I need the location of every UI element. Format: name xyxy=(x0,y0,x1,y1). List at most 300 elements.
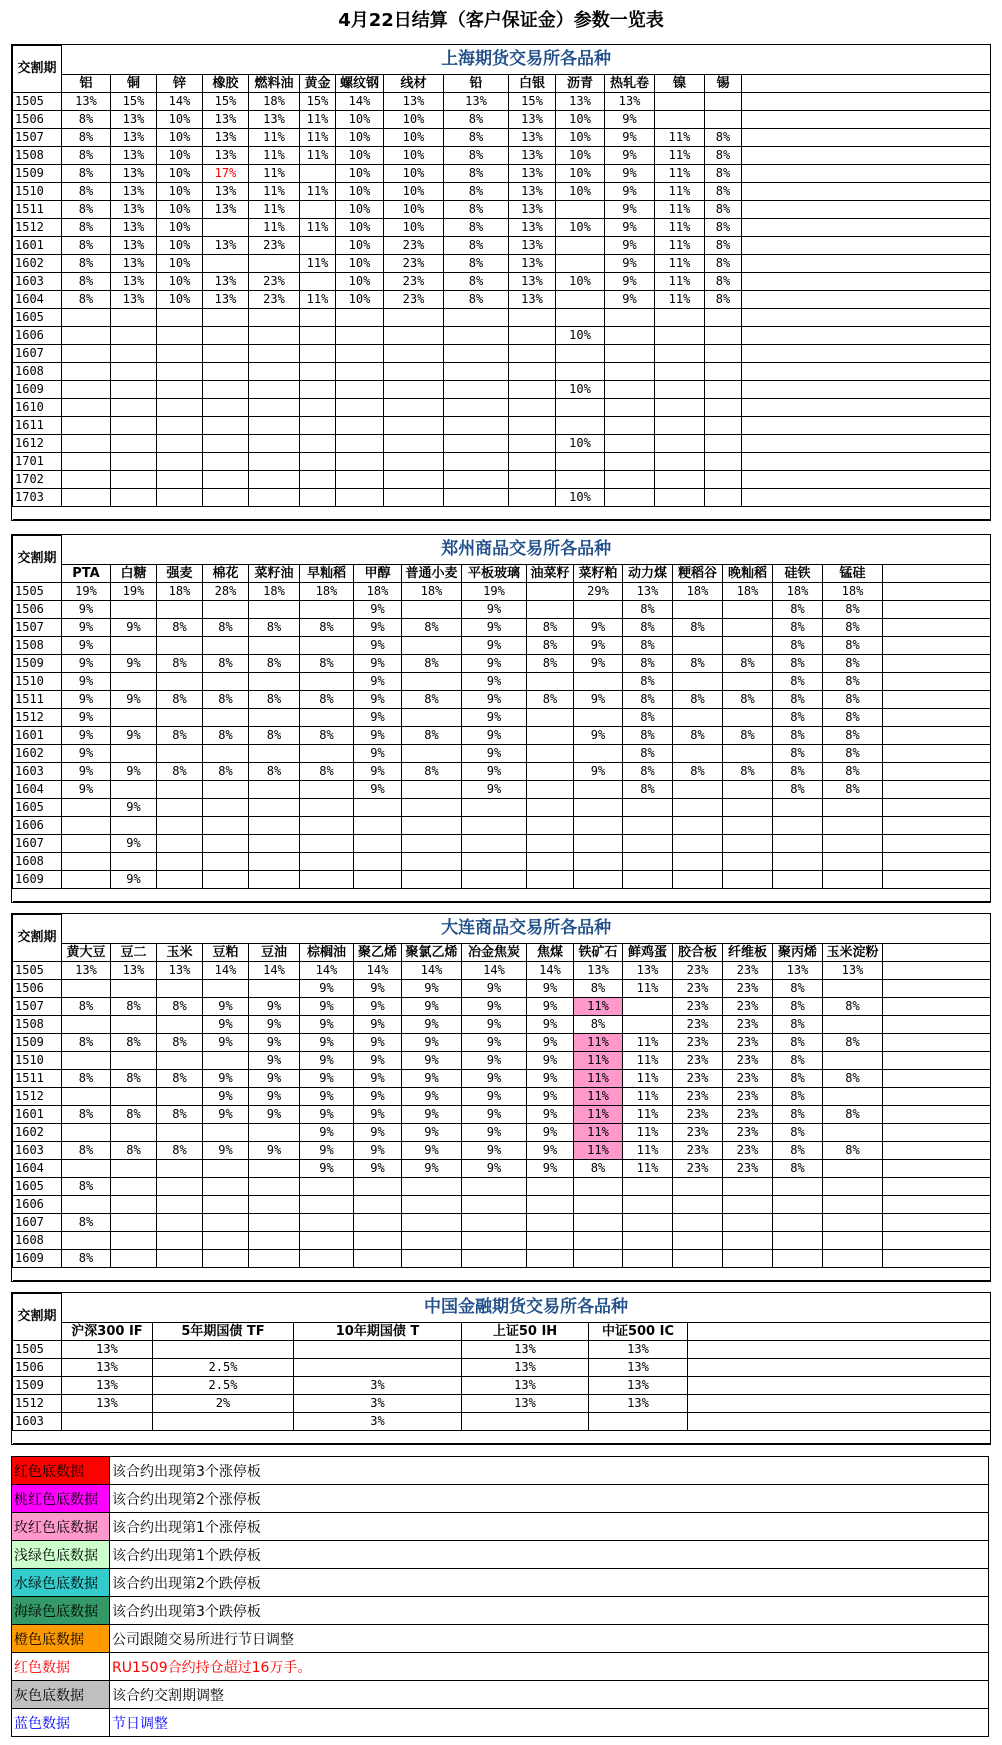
legend-row xyxy=(12,1625,989,1653)
margin-cell xyxy=(157,744,203,762)
empty-cell xyxy=(688,1376,991,1394)
margin-cell: 11% xyxy=(300,110,336,128)
margin-cell: 8% xyxy=(62,290,111,308)
legend-description: 节日调整 xyxy=(110,1709,989,1737)
margin-cell xyxy=(300,1249,354,1267)
margin-cell: 9% xyxy=(111,726,157,744)
margin-cell: 9% xyxy=(62,618,111,636)
margin-cell xyxy=(823,1051,883,1069)
legend-row xyxy=(12,1597,989,1625)
margin-cell: 8% xyxy=(705,128,742,146)
margin-cell: 9% xyxy=(62,744,111,762)
margin-cell xyxy=(556,254,605,272)
margin-cell: 13% xyxy=(623,582,673,600)
table-row xyxy=(13,1394,991,1412)
product-header: 沥青 xyxy=(556,74,605,92)
margin-cell: 9% xyxy=(605,164,655,182)
margin-cell: 8% xyxy=(823,1141,883,1159)
margin-cell: 9% xyxy=(605,272,655,290)
margin-cell xyxy=(111,744,157,762)
empty-cell xyxy=(883,852,991,870)
margin-cell: 8% xyxy=(527,654,574,672)
margin-cell xyxy=(705,398,742,416)
table-row xyxy=(13,600,991,618)
table-row xyxy=(13,672,991,690)
margin-cell xyxy=(294,1358,462,1376)
empty-cell xyxy=(883,636,991,654)
margin-cell: 8% xyxy=(623,600,673,618)
margin-cell: 14% xyxy=(527,961,574,979)
margin-cell xyxy=(203,470,249,488)
margin-cell: 13% xyxy=(509,146,556,164)
empty-cell xyxy=(883,1069,991,1087)
margin-cell xyxy=(773,1231,823,1249)
margin-cell: 18% xyxy=(249,92,300,110)
contract-month: 1603 xyxy=(13,1141,62,1159)
margin-cell xyxy=(157,398,203,416)
margin-cell: 8% xyxy=(300,654,354,672)
margin-cell xyxy=(111,1177,157,1195)
margin-cell xyxy=(203,1051,249,1069)
margin-cell: 9% xyxy=(249,1087,300,1105)
legend-description: 该合约出现第3个涨停板 xyxy=(110,1457,989,1485)
margin-cell: 14% xyxy=(249,961,300,979)
margin-cell: 9% xyxy=(402,1015,462,1033)
margin-cell: 9% xyxy=(354,1033,402,1051)
margin-cell xyxy=(673,780,723,798)
margin-cell xyxy=(509,434,556,452)
margin-cell: 8% xyxy=(823,654,883,672)
margin-cell xyxy=(203,979,249,997)
margin-cell: 13% xyxy=(462,1376,589,1394)
table-row xyxy=(13,398,991,416)
margin-cell: 8% xyxy=(62,1249,111,1267)
margin-cell: 15% xyxy=(300,92,336,110)
margin-cell: 9% xyxy=(62,654,111,672)
margin-cell xyxy=(823,1195,883,1213)
contract-month: 1510 xyxy=(13,1051,62,1069)
exchange-title: 郑州商品交易所各品种 xyxy=(62,536,991,565)
product-header: 铜 xyxy=(111,74,157,92)
margin-cell xyxy=(705,344,742,362)
margin-cell: 9% xyxy=(574,654,623,672)
margin-cell xyxy=(157,380,203,398)
margin-cell xyxy=(444,452,509,470)
legend-color-label: 蓝色数据 xyxy=(12,1709,110,1737)
margin-cell: 9% xyxy=(354,600,402,618)
margin-cell: 13% xyxy=(444,92,509,110)
margin-cell: 8% xyxy=(444,128,509,146)
margin-cell: 9% xyxy=(574,636,623,654)
margin-cell xyxy=(402,1231,462,1249)
margin-cell xyxy=(655,434,705,452)
margin-cell: 11% xyxy=(623,1105,673,1123)
contract-month: 1605 xyxy=(13,1177,62,1195)
margin-cell xyxy=(157,852,203,870)
margin-cell: 13% xyxy=(203,290,249,308)
section-spacer xyxy=(13,1267,991,1280)
product-header: 平板玻璃 xyxy=(462,564,527,582)
margin-cell: 8% xyxy=(623,618,673,636)
empty-cell xyxy=(742,488,991,506)
empty-cell xyxy=(883,1231,991,1249)
margin-cell xyxy=(527,1177,574,1195)
margin-cell xyxy=(157,1087,203,1105)
margin-cell xyxy=(673,672,723,690)
margin-cell: 9% xyxy=(462,726,527,744)
margin-cell xyxy=(673,870,723,888)
margin-cell: 13% xyxy=(111,254,157,272)
exchange-section xyxy=(11,1292,991,1445)
product-header: 聚丙烯 xyxy=(773,943,823,961)
margin-cell xyxy=(336,470,384,488)
margin-cell xyxy=(574,1177,623,1195)
margin-cell xyxy=(111,1159,157,1177)
table-row xyxy=(13,1231,991,1249)
product-header: 锡 xyxy=(705,74,742,92)
contract-month: 1508 xyxy=(13,146,62,164)
margin-cell xyxy=(300,434,336,452)
margin-cell: 23% xyxy=(384,272,444,290)
margin-cell: 8% xyxy=(444,218,509,236)
margin-cell: 9% xyxy=(527,1033,574,1051)
legend-color-label: 桃红色底数据 xyxy=(12,1485,110,1513)
margin-cell xyxy=(673,744,723,762)
margin-cell xyxy=(574,798,623,816)
contract-month: 1612 xyxy=(13,434,62,452)
margin-cell xyxy=(823,834,883,852)
empty-cell xyxy=(742,128,991,146)
margin-cell: 13% xyxy=(509,218,556,236)
margin-cell: 9% xyxy=(462,762,527,780)
product-header: 白银 xyxy=(509,74,556,92)
margin-cell: 8% xyxy=(705,200,742,218)
margin-cell xyxy=(402,780,462,798)
margin-cell: 8% xyxy=(111,1141,157,1159)
empty-cell xyxy=(883,870,991,888)
margin-cell xyxy=(655,416,705,434)
margin-cell xyxy=(300,816,354,834)
margin-cell xyxy=(673,1177,723,1195)
margin-cell: 10% xyxy=(157,236,203,254)
margin-cell: 8% xyxy=(773,1105,823,1123)
product-header: 强麦 xyxy=(157,564,203,582)
margin-cell xyxy=(249,1177,300,1195)
legend-row xyxy=(12,1541,989,1569)
margin-cell: 8% xyxy=(249,654,300,672)
margin-cell xyxy=(62,852,111,870)
margin-cell: 9% xyxy=(354,636,402,654)
margin-cell: 8% xyxy=(444,200,509,218)
margin-cell: 9% xyxy=(462,1159,527,1177)
empty-cell xyxy=(883,997,991,1015)
empty-cell xyxy=(883,762,991,780)
margin-cell: 11% xyxy=(574,1141,623,1159)
margin-cell: 9% xyxy=(111,870,157,888)
legend-color-label: 灰色底数据 xyxy=(12,1681,110,1709)
margin-cell: 8% xyxy=(773,1015,823,1033)
margin-cell: 11% xyxy=(300,290,336,308)
margin-cell xyxy=(111,380,157,398)
margin-cell xyxy=(300,852,354,870)
margin-cell xyxy=(249,452,300,470)
margin-cell xyxy=(527,852,574,870)
margin-cell: 13% xyxy=(509,290,556,308)
margin-cell: 9% xyxy=(354,1015,402,1033)
table-row xyxy=(13,1087,991,1105)
margin-cell: 23% xyxy=(673,961,723,979)
margin-cell: 9% xyxy=(527,1141,574,1159)
margin-cell: 10% xyxy=(384,182,444,200)
empty-cell xyxy=(742,110,991,128)
margin-cell xyxy=(605,344,655,362)
margin-cell xyxy=(111,1087,157,1105)
margin-cell xyxy=(300,834,354,852)
margin-cell: 8% xyxy=(444,236,509,254)
margin-cell: 9% xyxy=(354,618,402,636)
margin-cell xyxy=(354,834,402,852)
margin-cell: 8% xyxy=(249,690,300,708)
margin-cell: 8% xyxy=(300,618,354,636)
margin-cell xyxy=(823,1213,883,1231)
margin-cell: 23% xyxy=(673,1141,723,1159)
contract-month: 1507 xyxy=(13,128,62,146)
table-row xyxy=(13,128,991,146)
margin-cell: 11% xyxy=(623,1159,673,1177)
margin-cell xyxy=(111,470,157,488)
margin-cell xyxy=(111,434,157,452)
margin-cell: 13% xyxy=(111,110,157,128)
legend-description: 该合约出现第2个涨停板 xyxy=(110,1485,989,1513)
margin-cell: 9% xyxy=(300,1015,354,1033)
table-row xyxy=(13,308,991,326)
margin-cell xyxy=(623,1249,673,1267)
margin-cell: 8% xyxy=(444,290,509,308)
margin-cell: 13% xyxy=(509,200,556,218)
margin-cell: 8% xyxy=(62,254,111,272)
contract-month: 1604 xyxy=(13,290,62,308)
margin-cell: 9% xyxy=(462,997,527,1015)
margin-cell: 11% xyxy=(574,1123,623,1141)
contract-month: 1601 xyxy=(13,1105,62,1123)
empty-cell xyxy=(883,672,991,690)
margin-cell: 8% xyxy=(157,690,203,708)
margin-cell xyxy=(153,1340,294,1358)
margin-cell: 8% xyxy=(62,200,111,218)
legend-description: RU1509合约持仓超过16万手。 xyxy=(110,1653,989,1681)
margin-cell xyxy=(157,816,203,834)
margin-cell xyxy=(556,236,605,254)
empty-cell xyxy=(742,362,991,380)
margin-cell: 8% xyxy=(157,654,203,672)
margin-cell xyxy=(300,636,354,654)
table-row xyxy=(13,218,991,236)
table-row xyxy=(13,272,991,290)
margin-cell xyxy=(705,380,742,398)
margin-cell: 23% xyxy=(384,236,444,254)
margin-cell xyxy=(527,1231,574,1249)
margin-cell: 8% xyxy=(673,726,723,744)
table-row xyxy=(13,979,991,997)
margin-cell xyxy=(336,326,384,344)
margin-cell xyxy=(773,816,823,834)
margin-cell xyxy=(384,434,444,452)
margin-cell xyxy=(723,1249,773,1267)
margin-cell xyxy=(354,1231,402,1249)
margin-cell xyxy=(300,744,354,762)
margin-cell: 9% xyxy=(402,1141,462,1159)
margin-cell xyxy=(203,254,249,272)
margin-cell: 9% xyxy=(354,762,402,780)
margin-cell xyxy=(723,816,773,834)
margin-cell: 8% xyxy=(705,272,742,290)
product-header: 棉花 xyxy=(203,564,249,582)
margin-cell: 8% xyxy=(203,762,249,780)
margin-cell xyxy=(623,798,673,816)
margin-cell xyxy=(203,308,249,326)
margin-cell xyxy=(705,308,742,326)
margin-cell: 9% xyxy=(62,762,111,780)
margin-cell xyxy=(723,870,773,888)
margin-cell xyxy=(111,1231,157,1249)
table-row xyxy=(13,708,991,726)
margin-cell: 23% xyxy=(723,1033,773,1051)
margin-cell xyxy=(157,1231,203,1249)
margin-table xyxy=(12,914,991,1281)
margin-cell: 9% xyxy=(402,1123,462,1141)
margin-cell xyxy=(402,1177,462,1195)
margin-cell xyxy=(157,1051,203,1069)
margin-cell: 8% xyxy=(623,672,673,690)
product-header: 棕榈油 xyxy=(300,943,354,961)
margin-cell: 8% xyxy=(705,146,742,164)
margin-cell: 10% xyxy=(556,218,605,236)
margin-cell xyxy=(300,326,336,344)
margin-cell: 13% xyxy=(111,146,157,164)
margin-cell: 10% xyxy=(157,290,203,308)
empty-cell xyxy=(883,961,991,979)
margin-cell xyxy=(354,870,402,888)
contract-month: 1603 xyxy=(13,272,62,290)
table-row xyxy=(13,1213,991,1231)
margin-cell: 8% xyxy=(62,1141,111,1159)
empty-cell xyxy=(883,1033,991,1051)
margin-cell xyxy=(509,308,556,326)
margin-cell xyxy=(111,1015,157,1033)
table-row xyxy=(13,997,991,1015)
margin-cell xyxy=(157,979,203,997)
margin-cell: 8% xyxy=(62,1033,111,1051)
empty-cell xyxy=(742,452,991,470)
product-header: 动力煤 xyxy=(623,564,673,582)
margin-cell: 8% xyxy=(773,672,823,690)
margin-cell xyxy=(111,452,157,470)
margin-cell xyxy=(249,416,300,434)
margin-cell xyxy=(111,326,157,344)
margin-cell: 8% xyxy=(773,1069,823,1087)
table-row xyxy=(13,654,991,672)
empty-cell xyxy=(883,1159,991,1177)
margin-cell: 13% xyxy=(111,961,157,979)
margin-cell xyxy=(203,452,249,470)
margin-cell: 18% xyxy=(249,582,300,600)
margin-cell xyxy=(673,1249,723,1267)
legend-color-label: 海绿色底数据 xyxy=(12,1597,110,1625)
table-row xyxy=(13,1015,991,1033)
empty-cell xyxy=(883,1177,991,1195)
product-header: 铅 xyxy=(444,74,509,92)
margin-cell: 10% xyxy=(556,488,605,506)
margin-cell xyxy=(402,1213,462,1231)
margin-cell: 8% xyxy=(723,762,773,780)
margin-cell xyxy=(402,600,462,618)
margin-cell xyxy=(723,618,773,636)
margin-cell xyxy=(589,1412,688,1430)
margin-cell: 10% xyxy=(157,146,203,164)
contract-month: 1512 xyxy=(13,708,62,726)
margin-cell xyxy=(509,470,556,488)
margin-cell xyxy=(111,398,157,416)
margin-cell: 11% xyxy=(249,200,300,218)
margin-cell xyxy=(249,979,300,997)
margin-cell xyxy=(203,600,249,618)
page-title: 4月22日结算（客户保证金）参数一览表 xyxy=(338,10,664,31)
margin-cell: 9% xyxy=(354,997,402,1015)
margin-cell xyxy=(509,398,556,416)
margin-cell: 9% xyxy=(527,1015,574,1033)
margin-cell xyxy=(574,600,623,618)
contract-month: 1507 xyxy=(13,997,62,1015)
margin-cell: 9% xyxy=(354,1105,402,1123)
margin-cell: 8% xyxy=(823,690,883,708)
margin-cell xyxy=(300,1177,354,1195)
margin-cell: 8% xyxy=(249,762,300,780)
margin-cell: 8% xyxy=(773,726,823,744)
empty-cell xyxy=(742,74,991,92)
empty-cell xyxy=(883,780,991,798)
margin-cell: 8% xyxy=(444,110,509,128)
margin-cell: 14% xyxy=(203,961,249,979)
margin-cell: 9% xyxy=(300,1141,354,1159)
empty-cell xyxy=(742,92,991,110)
table-row xyxy=(13,1123,991,1141)
margin-cell xyxy=(462,1412,589,1430)
empty-cell xyxy=(883,979,991,997)
empty-cell xyxy=(883,600,991,618)
margin-cell xyxy=(655,326,705,344)
margin-cell xyxy=(723,1231,773,1249)
margin-cell xyxy=(111,816,157,834)
empty-cell xyxy=(742,272,991,290)
margin-cell: 10% xyxy=(556,380,605,398)
margin-cell xyxy=(249,852,300,870)
margin-cell xyxy=(823,852,883,870)
margin-cell xyxy=(203,834,249,852)
margin-cell xyxy=(157,470,203,488)
margin-cell xyxy=(705,92,742,110)
margin-cell: 8% xyxy=(203,618,249,636)
margin-cell: 8% xyxy=(157,762,203,780)
delivery-period-label: 交割期 xyxy=(13,536,62,583)
margin-cell xyxy=(823,979,883,997)
margin-cell: 9% xyxy=(300,1123,354,1141)
margin-cell: 11% xyxy=(655,290,705,308)
margin-cell: 9% xyxy=(605,218,655,236)
margin-cell xyxy=(111,672,157,690)
contract-month: 1505 xyxy=(13,1340,62,1358)
margin-cell xyxy=(673,708,723,726)
contract-month: 1609 xyxy=(13,1249,62,1267)
